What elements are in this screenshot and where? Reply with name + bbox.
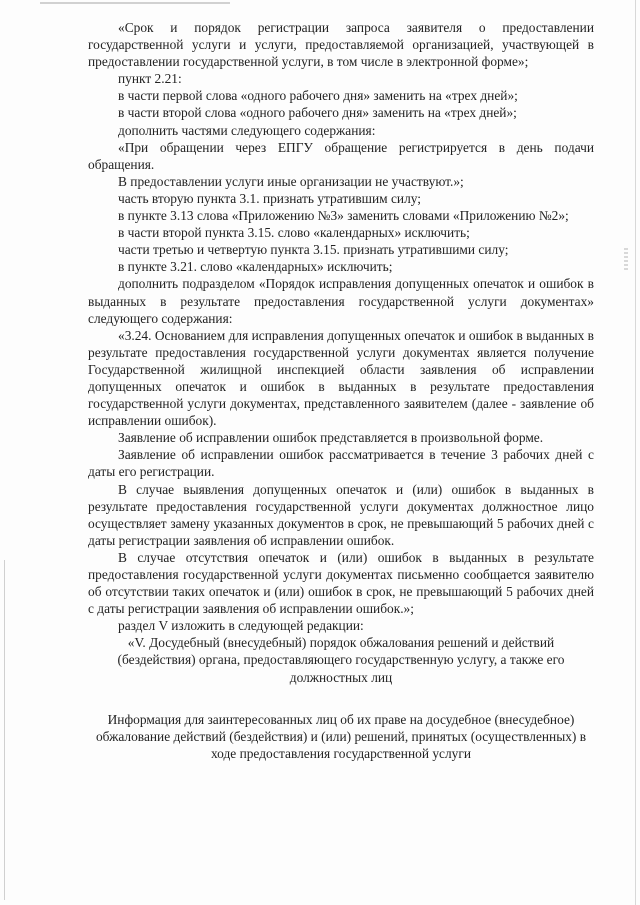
paragraph: в пункте 3.21. слово «календарных» исключить;	[118, 259, 393, 275]
section-heading: «V. Досудебный (внесудебный) порядок обжалования решений и действий (бездействия) органа, предоставляющего государственную услугу, а также его должностных лиц	[117, 635, 565, 685]
paragraph: дополнить частями следующего содержания:	[118, 122, 376, 138]
paragraph: В предоставлении услуги иные организации не участвуют.»;	[118, 173, 464, 189]
paragraph: «Срок и порядок регистрации запроса заявителя о предоставлении государственной услуги и услуги, предоставляемой организацией, участвующей в предоставлении государственной услуги, в том числе в электронной форме»;	[88, 20, 594, 70]
paragraph: часть вторую пункта 3.1. признать утратившим силу;	[118, 190, 422, 206]
paragraph: Заявление об исправлении ошибок представляется в произвольной форме.	[118, 430, 544, 446]
scan-artifact-left	[4, 560, 5, 900]
paragraph: «3.24. Основанием для исправления допущенных опечаток и ошибок в выданных в результате предоставления государственной услуги документах является получение Государственной жилищной инспекцией области заявления об исправлении допущенных опечаток и ошибок в выданных в результате предоставления государственной услуги документах, представленного заявителем (далее - заявление об исправлении ошибок).	[88, 327, 594, 429]
paragraph: пункт 2.21:	[118, 71, 182, 87]
paragraph: в части второй слова «одного рабочего дня» заменить на «трех дней»;	[118, 105, 517, 121]
scan-artifact-right	[635, 0, 636, 905]
paragraph: части третью и четвертую пункта 3.15. признать утратившими силу;	[118, 242, 509, 258]
paragraph: в части первой слова «одного рабочего дня» заменить на «трех дней»;	[118, 88, 518, 104]
paragraph: «При обращении через ЕПГУ обращение регистрируется в день подачи обращения.	[88, 139, 594, 172]
scan-artifact-speck	[624, 248, 628, 270]
scan-artifact-top	[40, 2, 230, 4]
subheading: Информация для заинтересованных лиц об их праве на досудебное (внесудебное) обжалование действий (бездействия) и (или) решений, принятых (осуществленных) в ходе предоставления государственной услуги	[95, 711, 587, 761]
spacer	[88, 686, 594, 711]
paragraph: в пункте 3.13 слова «Приложению №3» заменить словами «Приложению №2»;	[118, 208, 569, 224]
paragraph: В случае выявления допущенных опечаток и (или) ошибок в выданных в результате предоставления государственной услуги документах должностное лицо осуществляет замену указанных документов в срок, не превышающий 5 рабочих дней с даты регистрации заявления об исправлении ошибок.	[88, 481, 594, 548]
paragraph: раздел V изложить в следующей редакции:	[118, 618, 364, 634]
paragraph: дополнить подразделом «Порядок исправления допущенных опечаток и ошибок в выданных в результате предоставления государственной услуги документах» следующего содержания:	[88, 276, 594, 326]
paragraph: В случае отсутствия опечаток и (или) ошибок в выданных в результате предоставления государственной услуги документах письменно сообщается заявителю об отсутствии таких опечаток и (или) ошибок в срок, не превышающий 5 рабочих дней с даты регистрации заявления об исправлении ошибок.»;	[88, 549, 594, 617]
paragraph: Заявление об исправлении ошибок рассматривается в течение 3 рабочих дней с даты его регистрации.	[88, 447, 594, 480]
paragraph: в части второй пункта 3.15. слово «календарных» исключить;	[118, 225, 470, 241]
document-body	[88, 19, 594, 762]
